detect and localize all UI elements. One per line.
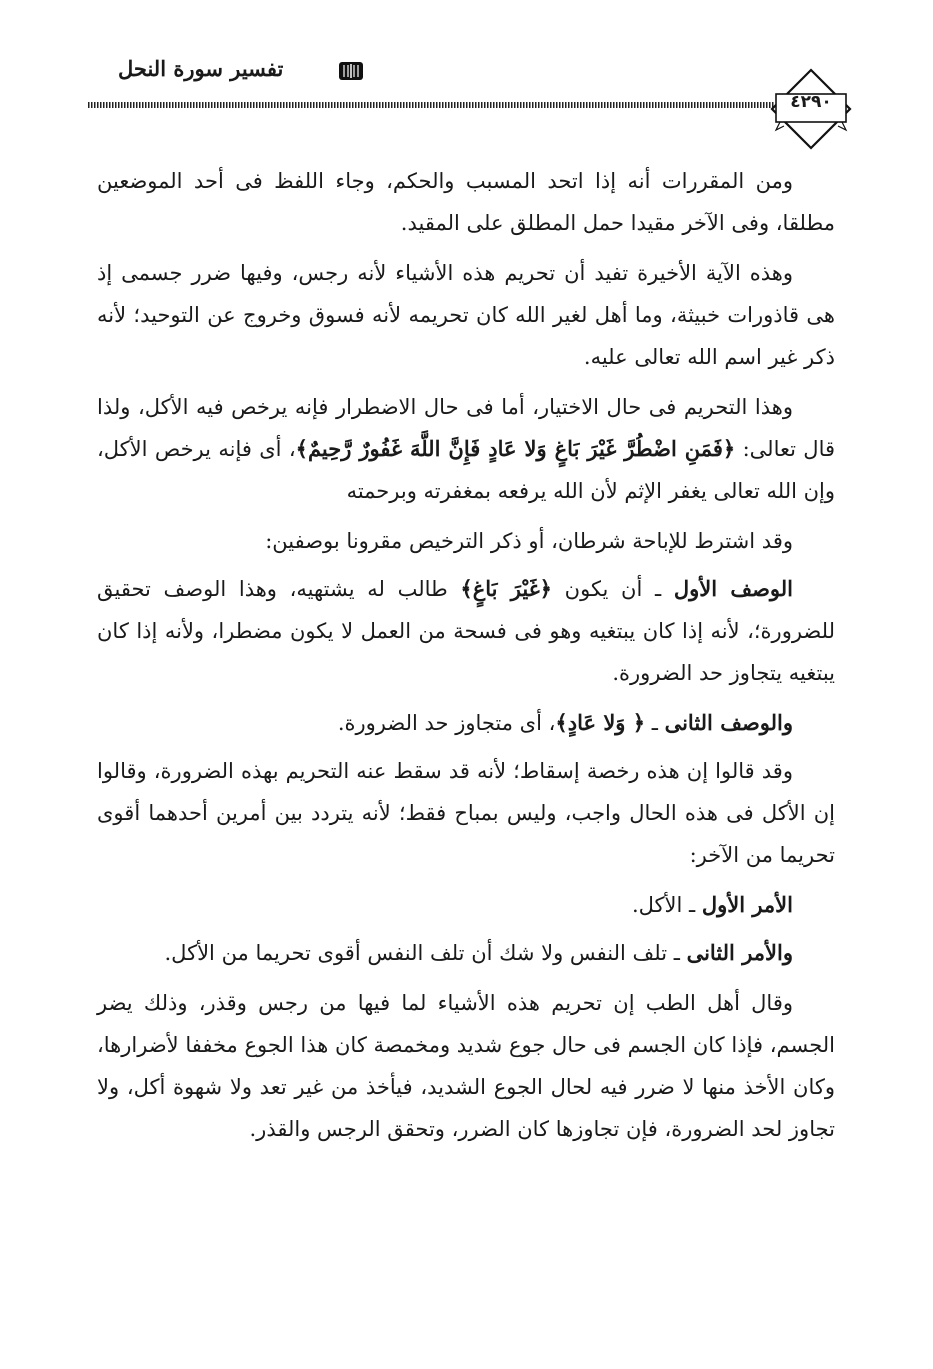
quran-verse: ﴿غَيْرَ بَاغٍ﴾ xyxy=(460,576,552,601)
text-run: ـ الأكل. xyxy=(631,893,702,917)
quran-verse: ﴿ وَلا عَادٍ﴾ xyxy=(555,710,646,735)
text-run: وهذا التحريم فى حال الاختيار، أما فى حال الاضطرار فإنه يرخص فيه الأكل، ولذا قال تعالى: xyxy=(97,395,836,461)
paragraph xyxy=(97,932,835,974)
paragraph xyxy=(97,520,835,562)
page-header-title: تفسير سورة النحل xyxy=(118,56,284,81)
paragraph xyxy=(97,884,835,926)
term-heading: الوصف الأول xyxy=(673,576,793,601)
text-run: وقد قالوا إن هذه رخصة إسقاط؛ لأنه قد سقط عنه التحريم بهذه الضرورة، وقالوا إن الأكل فى هذه الحال واجب، وليس بمباح فقط؛ لأنه يتردد بين أمرين أحدهما أقوى تحريما من الآخر: xyxy=(97,759,835,867)
paragraph xyxy=(97,386,835,512)
paragraph xyxy=(97,160,835,244)
page-number: ٤٢٩٠ xyxy=(790,92,832,112)
term-heading: الأمر الأول xyxy=(701,892,793,917)
text-run: ومن المقررات أنه إذا اتحد المسبب والحكم، وجاء اللفظ فى أحد الموضعين مطلقا، وفى الآخر مقيدا حمل المطلق على المقيد. xyxy=(97,169,835,235)
page-body xyxy=(97,160,835,1158)
text-run: ـ تلف النفس ولا شك أن تلف النفس أقوى تحريما من الأكل. xyxy=(164,941,687,965)
text-run: ـ xyxy=(645,711,665,735)
paragraph xyxy=(97,982,835,1150)
text-run: ، أى متجاوز حد الضرورة. xyxy=(337,711,556,735)
header-ornament-icon xyxy=(338,60,364,82)
term-heading: والوصف الثانى xyxy=(664,710,793,735)
text-run: طالب له يشتهيه، وهذا الوصف تحقيق للضرورة؛، لأنه إذا كان يبتغيه وهو فى فسحة من العمل لا يكون مضطرا، ولأنه إذا كان يبتغيه يتجاوز حد الضرورة. xyxy=(97,577,835,685)
paragraph xyxy=(97,568,835,694)
text-run: وقد اشترط للإباحة شرطان، أو ذكر الترخيص مقرونا بوصفين: xyxy=(265,529,793,553)
quran-verse: ﴿فَمَنِ اضْطُرَّ غَيْرَ بَاغٍ وَلا عَادٍ فَإِنَّ اللَّهَ غَفُورٌ رَّحِيمٌ﴾ xyxy=(295,436,736,461)
text-run: ـ أن يكون xyxy=(552,577,674,601)
header-divider xyxy=(88,102,774,108)
paragraph xyxy=(97,750,835,876)
paragraph xyxy=(97,702,835,744)
paragraph xyxy=(97,252,835,378)
text-run: وقال أهل الطب إن تحريم هذه الأشياء لما فيها من رجس وقذر، وذلك يضر الجسم، فإذا كان الجسم فى حال جوع شديد ومخمصة كان هذا الجوع مخففا لأضرارها، وكان الأخذ منها لا ضرر فيه لحال الجوع الشديد، فيأخذ من غير تعد ولا شهوة أكل، ولا تجاوز لحد الضرورة، فإن تجاوزها كان الضرر، وتحقق الرجس والقذر. xyxy=(97,991,835,1141)
term-heading: والأمر الثانى xyxy=(686,940,793,965)
text-run: ، أى فإنه يرخص الأكل، وإن الله تعالى يغفر الإثم لأن الله يرفعه بمغفرته وبرحمته xyxy=(97,437,835,503)
text-run: وهذه الآية الأخيرة تفيد أن تحريم هذه الأشياء لأنه رجس، وفيها ضرر جسمى إذ هى قاذورات خبيثة، وما أهل لغير الله كان تحريمه لأنه فسوق وخروج عن التوحيد؛ لأنه ذكر غير اسم الله تعالى عليه. xyxy=(97,261,835,369)
